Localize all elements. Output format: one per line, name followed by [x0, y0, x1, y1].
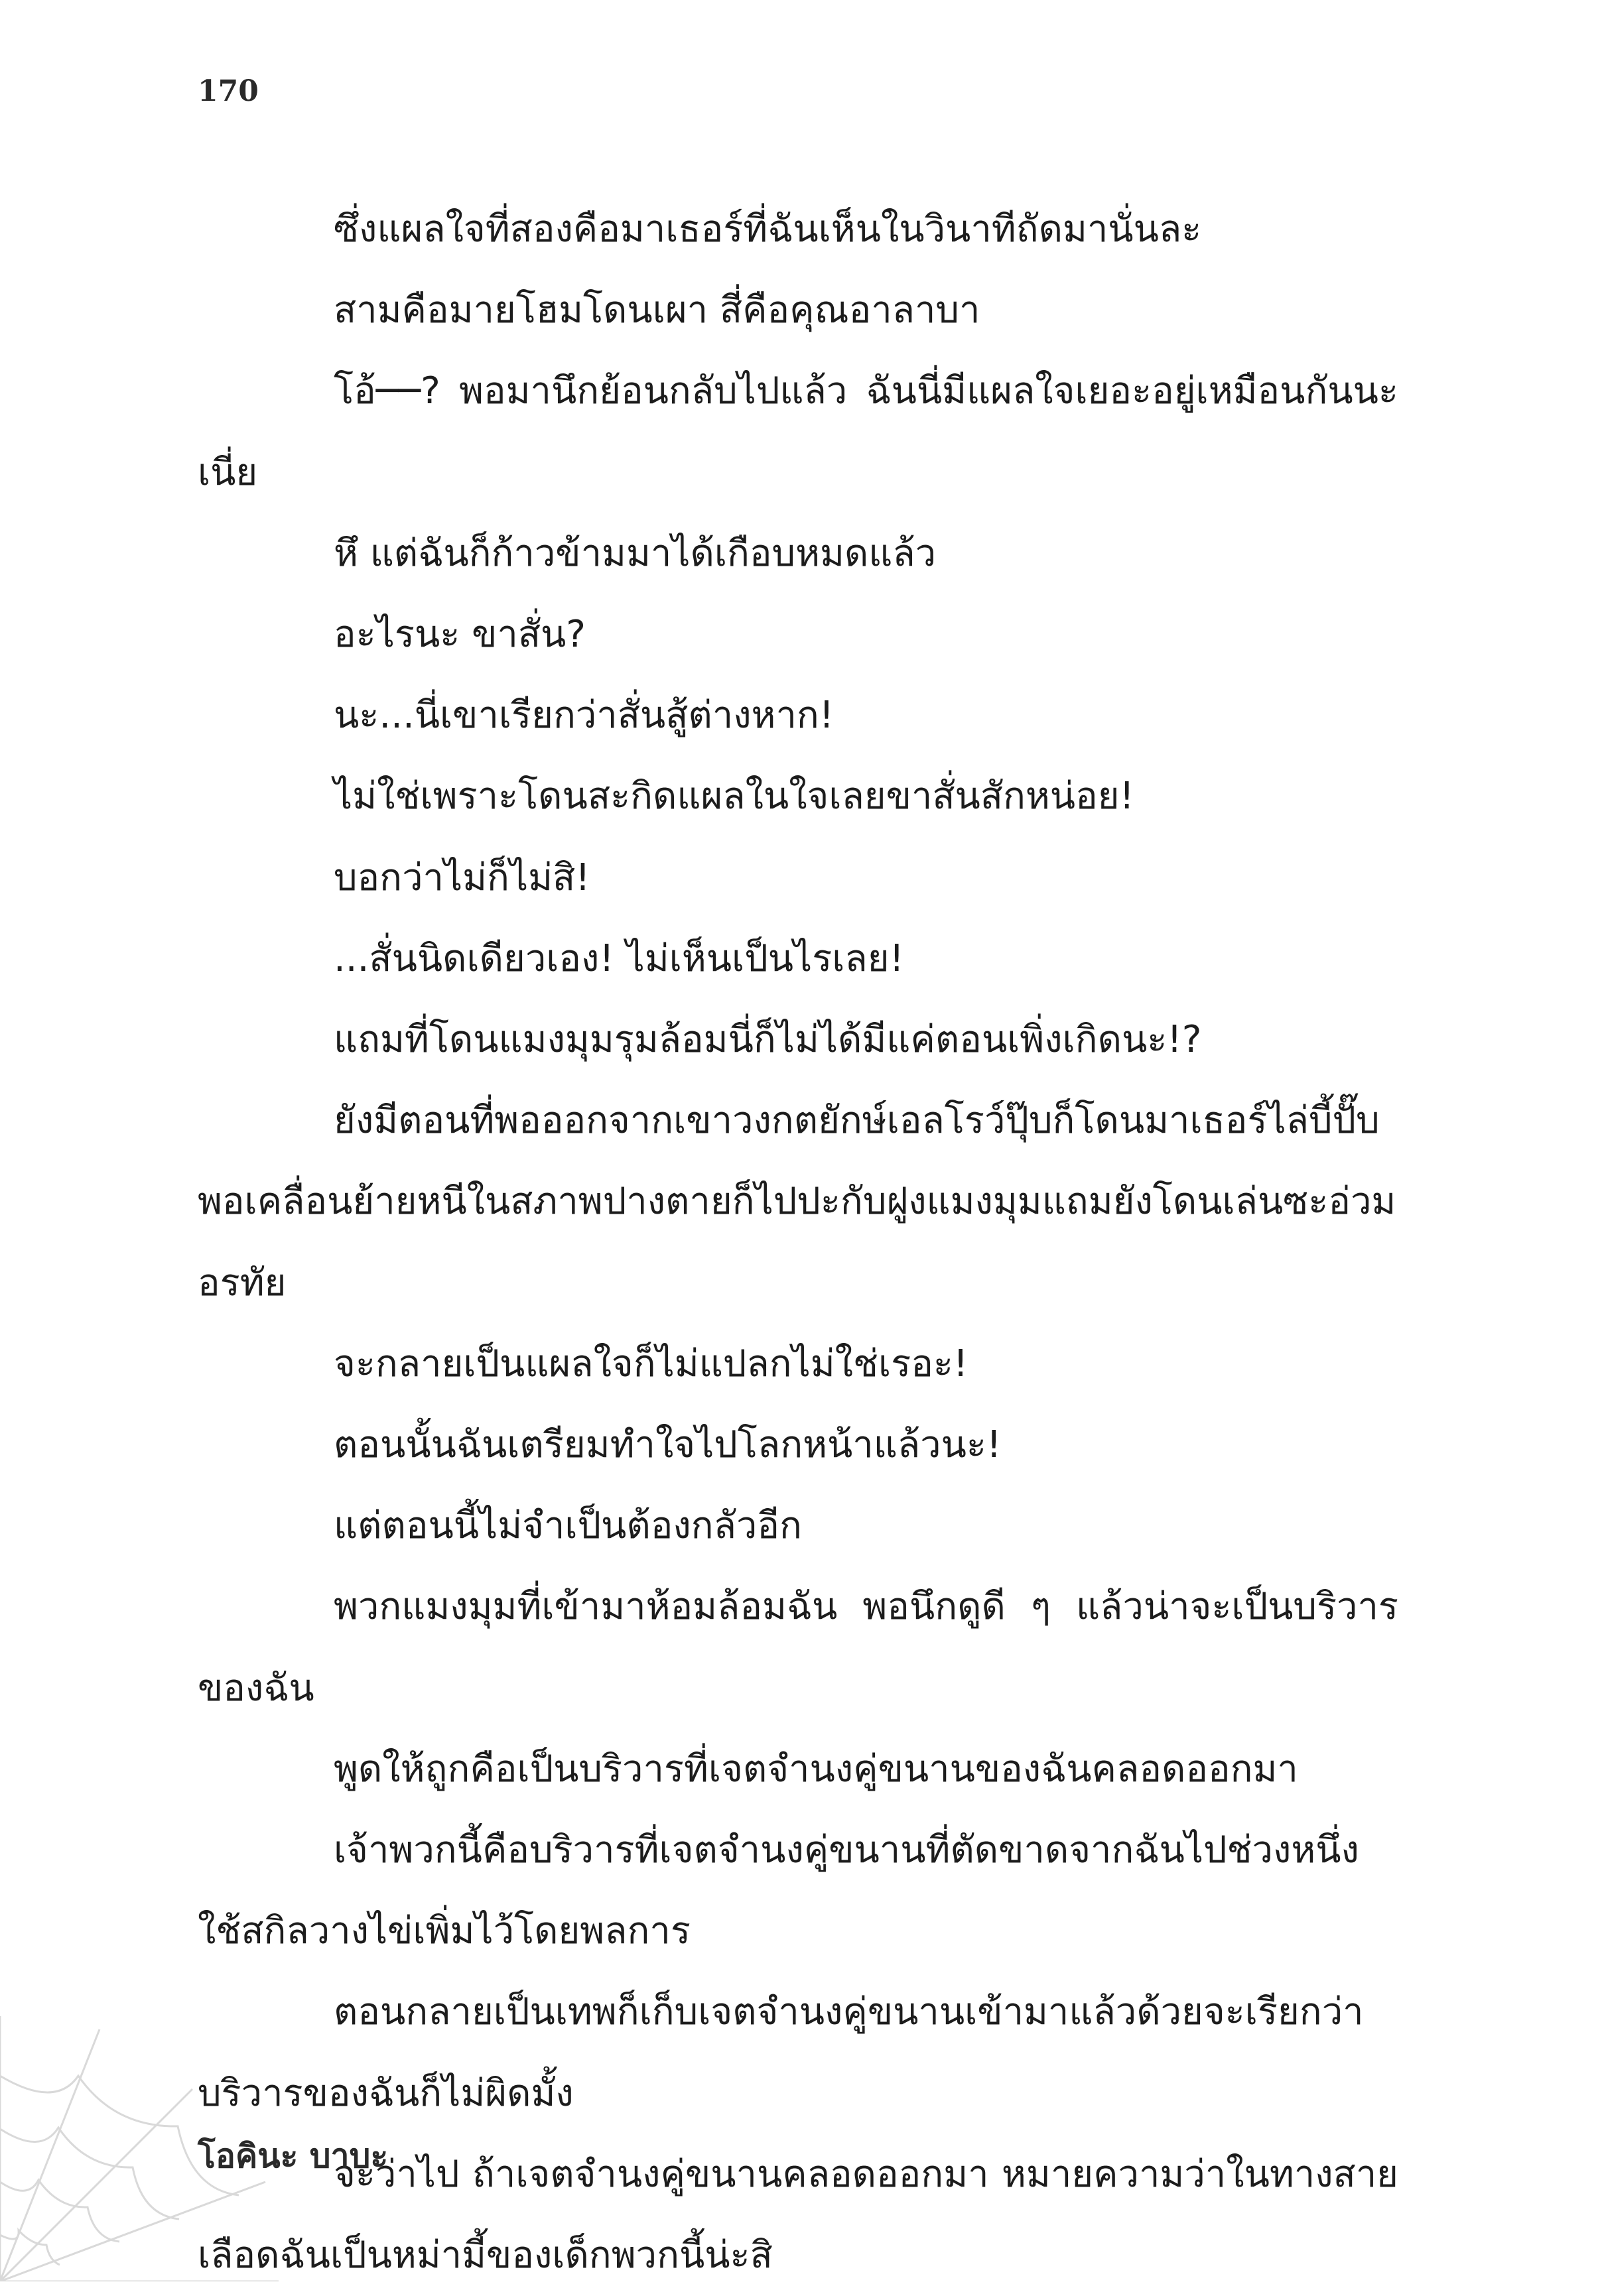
- paragraph: ตอนนั้นฉันเตรียมทำใจไปโลกหน้าแล้วนะ!: [334, 1423, 1002, 1467]
- paragraph: เจ้าพวกนี้คือบริวารที่เจตจำนงคู่ขนานที่ตัดขาดจากฉันไปช่วงหนึ่งใช้สกิลวางไข่เพิ่มไว้โดยพลการ: [198, 1828, 1359, 1953]
- paragraph: ยังมีตอนที่พอออกจากเขาวงกตยักษ์เอลโรว์ปุ๊บก็โดนมาเธอร์ไล่บี้ปั๊บ พอเคลื่อนย้ายหนีในสภาพปางตายก็ไปปะกับฝูงแมงมุมแถมยังโดนเล่นซะอ่วมอรทัย: [198, 1099, 1396, 1305]
- paragraph: บอกว่าไม่ก็ไม่สิ!: [334, 856, 590, 899]
- paragraph: ไม่ใช่เพราะโดนสะกิดแผลในใจเลยขาสั่นสักหน่อย!: [334, 775, 1134, 818]
- paragraph: พวกแมงมุมที่เข้ามาห้อมล้อมฉัน พอนึกดูดี ๆ แล้วน่าจะเป็นบริวารของฉัน: [198, 1585, 1398, 1710]
- book-title-footer: โอคินะ บาบะ: [198, 2137, 389, 2175]
- paragraph: นะ...นี่เขาเรียกว่าสั่นสู้ต่างหาก!: [334, 694, 834, 737]
- paragraph: แถมที่โดนแมงมุมรุมล้อมนี่ก็ไม่ได้มีแค่ตอนเพิ่งเกิดนะ!?: [334, 1018, 1202, 1062]
- page-number: 170: [198, 74, 259, 108]
- paragraph: จะกลายเป็นแผลใจก็ไม่แปลกไม่ใช่เรอะ!: [334, 1342, 968, 1385]
- paragraph: ซึ่งแผลใจที่สองคือมาเธอร์ที่ฉันเห็นในวินาทีถัดมานั่นละ: [334, 208, 1202, 251]
- paragraph: สามคือมายโฮมโดนเผา สี่คือคุณอาลาบา: [334, 288, 980, 332]
- paragraph: ...สั่นนิดเดียวเอง! ไม่เห็นเป็นไรเลย!: [334, 936, 904, 980]
- paragraph: แต่ตอนนี้ไม่จำเป็นต้องกลัวอีก: [334, 1504, 802, 1548]
- body-text: [198, 189, 1398, 2296]
- paragraph: หึ แต่ฉันก็ก้าวข้ามมาได้เกือบหมดแล้ว: [334, 531, 937, 575]
- paragraph: อะไรนะ ขาสั่น?: [334, 613, 586, 657]
- paragraph: พูดให้ถูกคือเป็นบริวารที่เจตจำนงคู่ขนานของฉันคลอดออกมา: [334, 1747, 1298, 1791]
- paragraph: ตอนกลายเป็นเทพก็เก็บเจตจำนงคู่ขนานเข้ามาแล้วด้วยจะเรียกว่าบริวารของฉันก็ไม่ผิดมั้ง: [198, 1990, 1364, 2115]
- paragraph: โอ้──? พอมานึกย้อนกลับไปแล้ว ฉันนี่มีแผลใจเยอะอยู่เหมือนกันนะเนี่ย: [198, 369, 1398, 494]
- paragraph: จะว่าไป ถ้าเจตจำนงคู่ขนานคลอดออกมา หมายความว่าในทางสายเลือดฉันเป็นหม่ามี้ของเด็กพวกนี้น่ะสิ: [198, 2152, 1398, 2277]
